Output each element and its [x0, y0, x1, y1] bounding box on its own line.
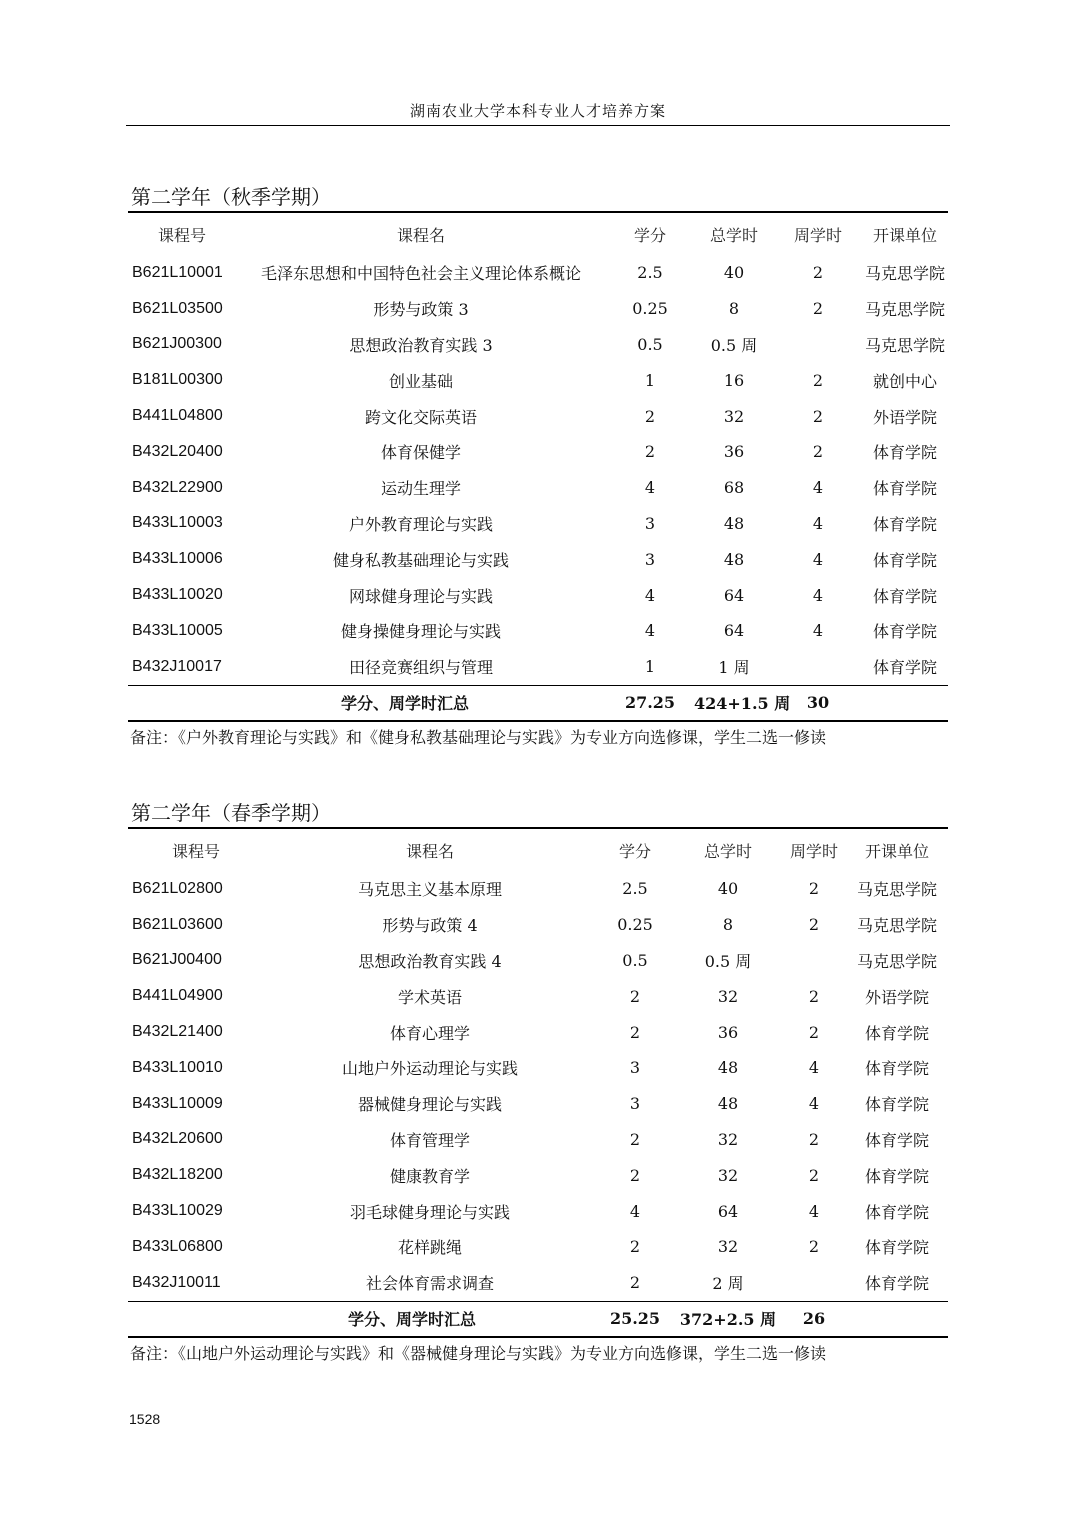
total-hours: 68: [723, 478, 745, 498]
spring-course-table: [128, 827, 948, 1338]
weekly-hours: 4: [812, 478, 824, 498]
credits: 2: [629, 1237, 641, 1257]
credits: 0.25: [632, 299, 668, 319]
credits: 2: [629, 1273, 641, 1293]
col-header-credits: 学分: [618, 841, 651, 861]
course-name: 网球健身理论与实践: [348, 586, 493, 606]
weekly-hours: 2: [812, 370, 824, 390]
course-name: 花样跳绳: [397, 1238, 462, 1258]
department: 体育学院: [864, 1023, 929, 1043]
course-name: 思想政治教育实践 3: [349, 335, 493, 355]
course-name: 器械健身理论与实践: [357, 1095, 502, 1115]
col-header-total-hours: 总学时: [709, 225, 758, 245]
credits: 2.5: [637, 263, 663, 283]
autumn-note: 备注：《户外教育理论与实践》和《健身私教基础理论与实践》为专业方向选修课，学生二选一修读: [130, 727, 827, 747]
course-name: 学术英语: [397, 987, 462, 1007]
credits: 3: [644, 549, 656, 569]
department: 就创中心: [872, 371, 937, 391]
table-row: [128, 649, 948, 685]
weekly-hours: 2: [808, 1129, 820, 1149]
course-name: 形势与政策 4: [382, 916, 478, 936]
course-code: B432J10017: [132, 657, 222, 675]
course-code: B432L22900: [132, 478, 223, 496]
table-row: [128, 470, 948, 506]
table-row: [128, 1265, 948, 1301]
col-header-department: 开课单位: [872, 225, 937, 245]
autumn-total-row: [128, 685, 948, 721]
department: 外语学院: [872, 407, 937, 427]
department: 马克思学院: [864, 300, 945, 320]
weekly-hours: 4: [812, 585, 824, 605]
course-name: 运动生理学: [380, 479, 461, 499]
credits: 2: [644, 442, 656, 462]
header-rule: [126, 125, 950, 126]
total-hours: 16: [723, 370, 745, 390]
course-code: B441L04900: [132, 987, 223, 1005]
total-hours: 40: [717, 879, 739, 899]
total-hours: 48: [717, 1094, 739, 1114]
credits: 3: [644, 513, 656, 533]
total-hours: 1 周: [718, 658, 750, 678]
table-row: [128, 291, 948, 327]
credits: 2: [629, 1165, 641, 1185]
course-code: B432L18200: [132, 1166, 223, 1184]
department: 体育学院: [872, 586, 937, 606]
weekly-hours: 4: [812, 549, 824, 569]
total-hours: 0.5 周: [710, 335, 758, 355]
table-header-row: [128, 212, 948, 255]
table-row: [128, 398, 948, 434]
col-header-weekly-hours: 周学时: [793, 225, 842, 245]
department: 体育学院: [864, 1059, 929, 1079]
course-name: 体育心理学: [389, 1023, 470, 1043]
course-name: 跨文化交际英语: [364, 407, 477, 427]
table-row: [128, 943, 948, 979]
department: 体育学院: [872, 658, 937, 678]
total-label: 学分、周学时汇总: [347, 1310, 476, 1330]
weekly-hours: 2: [808, 1022, 820, 1042]
total-hours: 32: [717, 1165, 739, 1185]
table-row: [128, 541, 948, 577]
department: 体育学院: [872, 514, 937, 534]
course-code: B433L10009: [132, 1094, 223, 1112]
weekly-hours: [774, 327, 862, 363]
department: 体育学院: [864, 1166, 929, 1186]
course-name: 体育保健学: [380, 443, 461, 463]
course-code: B433L10003: [132, 514, 223, 532]
total-weekly-hours: 30: [806, 693, 830, 713]
col-header-total-hours: 总学时: [703, 841, 752, 861]
credits: 4: [629, 1201, 641, 1221]
course-code: B432L21400: [132, 1023, 223, 1041]
weekly-hours: 2: [808, 1165, 820, 1185]
weekly-hours: 2: [812, 263, 824, 283]
department: 体育学院: [872, 622, 937, 642]
total-hours: 372+2.5 周: [679, 1310, 777, 1330]
table-row: [128, 434, 948, 470]
department: 体育学院: [872, 479, 937, 499]
course-code: B432L20400: [132, 442, 223, 460]
total-hours: 40: [723, 263, 745, 283]
course-name: 羽毛球健身理论与实践: [349, 1202, 510, 1222]
department: 体育学院: [864, 1095, 929, 1115]
page-number: 1528: [129, 1411, 161, 1427]
weekly-hours: 2: [808, 986, 820, 1006]
total-hours: 32: [717, 1237, 739, 1257]
department: 体育学院: [864, 1130, 929, 1150]
course-name: 山地户外运动理论与实践: [341, 1059, 518, 1079]
course-code: B621L03600: [132, 915, 223, 933]
table-row: [128, 1157, 948, 1193]
table-row: [128, 362, 948, 398]
credits: 2: [629, 986, 641, 1006]
total-hours: 32: [717, 1129, 739, 1149]
department: 外语学院: [864, 987, 929, 1007]
credits: 1: [644, 370, 656, 390]
autumn-course-table: [128, 211, 948, 722]
course-code: B433L06800: [132, 1237, 223, 1255]
weekly-hours: [782, 1265, 846, 1301]
total-hours: 8: [722, 915, 734, 935]
spring-semester-section: [128, 799, 948, 1364]
table-row: [128, 871, 948, 907]
credits: 0.5: [622, 950, 648, 970]
col-header-code: 课程号: [171, 841, 220, 861]
credits: 1: [644, 657, 656, 677]
course-code: B432L20600: [132, 1130, 223, 1148]
course-name: 社会体育需求调查: [365, 1274, 494, 1294]
total-hours: 48: [723, 549, 745, 569]
department: 体育学院: [872, 550, 937, 570]
table-row: [128, 1122, 948, 1158]
course-code: B433L10006: [132, 550, 223, 568]
autumn-semester-section: [128, 183, 948, 748]
table-row: [128, 1050, 948, 1086]
total-hours: 36: [723, 442, 745, 462]
weekly-hours: 2: [808, 879, 820, 899]
course-code: B621L03500: [132, 299, 223, 317]
total-hours: 64: [723, 621, 745, 641]
total-hours: 8: [728, 299, 740, 319]
course-code: B621J00400: [132, 951, 222, 969]
weekly-hours: 2: [808, 915, 820, 935]
table-row: [128, 506, 948, 542]
department: 马克思学院: [864, 335, 945, 355]
col-header-weekly-hours: 周学时: [789, 841, 838, 861]
spring-note: 备注：《山地户外运动理论与实践》和《器械健身理论与实践》为专业方向选修课，学生二选一修读: [130, 1343, 827, 1363]
total-hours: 0.5 周: [704, 951, 752, 971]
credits: 4: [644, 585, 656, 605]
course-name: 健康教育学: [389, 1166, 470, 1186]
weekly-hours: 4: [808, 1058, 820, 1078]
weekly-hours: [782, 943, 846, 979]
course-code: B621L10001: [132, 263, 223, 281]
weekly-hours: 4: [812, 513, 824, 533]
credits: 2: [629, 1022, 641, 1042]
weekly-hours: 2: [808, 1237, 820, 1257]
course-code: B621J00300: [132, 335, 222, 353]
department: 马克思学院: [856, 951, 937, 971]
total-hours: 36: [717, 1022, 739, 1042]
course-name: 形势与政策 3: [373, 300, 469, 320]
course-name: 健身私教基础理论与实践: [332, 550, 509, 570]
course-name: 健身操健身理论与实践: [340, 622, 501, 642]
table-row: [128, 1086, 948, 1122]
total-credits: 27.25: [624, 693, 676, 713]
credits: 2: [644, 406, 656, 426]
department: 体育学院: [864, 1274, 929, 1294]
credits: 0.5: [637, 334, 663, 354]
total-hours: 64: [723, 585, 745, 605]
department: 体育学院: [864, 1202, 929, 1222]
total-hours: 424+1.5 周: [694, 694, 791, 714]
table-row: [128, 613, 948, 649]
col-header-department: 开课单位: [864, 841, 929, 861]
credits: 2.5: [622, 879, 648, 899]
spring-section-title: 第二学年（春季学期）: [131, 801, 331, 825]
col-header-name: 课程名: [405, 841, 454, 861]
weekly-hours: 2: [812, 442, 824, 462]
total-hours: 32: [717, 986, 739, 1006]
table-row: [128, 978, 948, 1014]
total-credits: 25.25: [609, 1309, 661, 1329]
course-name: 思想政治教育实践 4: [358, 951, 502, 971]
table-row: [128, 1193, 948, 1229]
department: 马克思学院: [856, 916, 937, 936]
credits: 4: [644, 621, 656, 641]
total-hours: 48: [717, 1058, 739, 1078]
credits: 3: [629, 1058, 641, 1078]
total-weekly-hours: 26: [802, 1309, 826, 1329]
department: 体育学院: [872, 443, 937, 463]
department: 马克思学院: [856, 880, 937, 900]
total-label: 学分、周学时汇总: [340, 694, 469, 714]
credits: 4: [644, 478, 656, 498]
course-name: 体育管理学: [389, 1130, 470, 1150]
weekly-hours: 4: [808, 1201, 820, 1221]
course-code: B432J10011: [132, 1273, 221, 1291]
col-header-credits: 学分: [633, 225, 666, 245]
col-header-code: 课程号: [157, 225, 206, 245]
weekly-hours: 2: [812, 406, 824, 426]
course-name: 田径竞赛组织与管理: [348, 658, 493, 678]
weekly-hours: [774, 649, 862, 685]
table-row: [128, 907, 948, 943]
table-row: [128, 255, 948, 291]
col-header-name: 课程名: [396, 225, 445, 245]
total-hours: 2 周: [712, 1274, 744, 1294]
table-row: [128, 327, 948, 363]
total-hours: 64: [717, 1201, 739, 1221]
table-row: [128, 1014, 948, 1050]
total-hours: 48: [723, 513, 745, 533]
weekly-hours: 4: [808, 1094, 820, 1114]
course-code: B181L00300: [132, 371, 223, 389]
table-row: [128, 1229, 948, 1265]
credits: 2: [629, 1129, 641, 1149]
course-code: B433L10010: [132, 1058, 223, 1076]
course-name: 创业基础: [388, 371, 453, 391]
table-row: [128, 577, 948, 613]
table-header-row: [128, 828, 948, 871]
weekly-hours: 2: [812, 299, 824, 319]
total-hours: 32: [723, 406, 745, 426]
course-name: 户外教育理论与实践: [348, 514, 493, 534]
course-code: B433L10005: [132, 621, 223, 639]
credits: 0.25: [617, 915, 653, 935]
autumn-section-title: 第二学年（秋季学期）: [131, 185, 331, 209]
course-code: B621L02800: [132, 879, 223, 897]
running-header: 湖南农业大学本科专业人才培养方案: [409, 102, 666, 120]
department: 体育学院: [864, 1238, 929, 1258]
course-name: 马克思主义基本原理: [357, 880, 502, 900]
course-code: B433L10020: [132, 586, 223, 604]
course-name: 毛泽东思想和中国特色社会主义理论体系概论: [260, 264, 581, 284]
weekly-hours: 4: [812, 621, 824, 641]
spring-total-row: [128, 1301, 948, 1337]
credits: 3: [629, 1094, 641, 1114]
course-code: B441L04800: [132, 407, 223, 425]
department: 马克思学院: [864, 264, 945, 284]
course-code: B433L10029: [132, 1202, 223, 1220]
